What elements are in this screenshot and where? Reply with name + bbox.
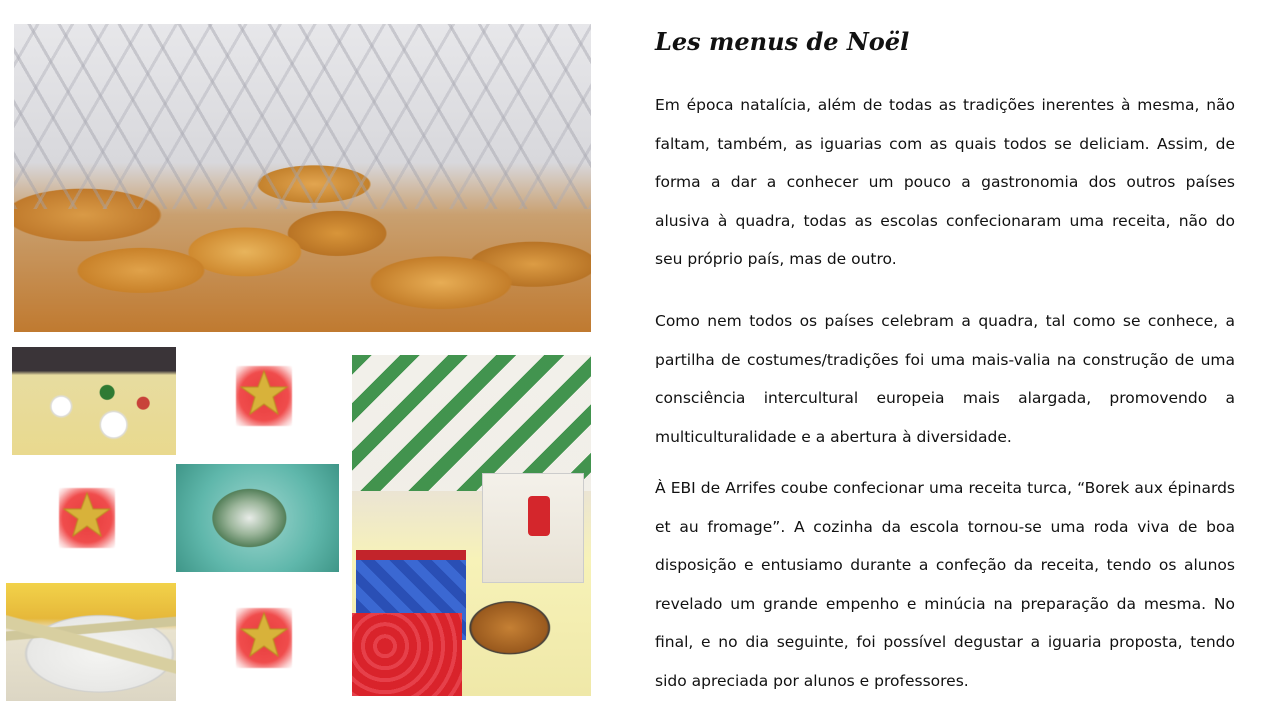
photo-spinach-cheese-filling-bowl (176, 464, 339, 572)
paragraph-intro: Em época natalícia, além de todas as tradições inerentes à mesma, não faltam, também, as iguarias com as quais todos se deliciam. Assim, de forma a dar a conhecer um pouco a gastronomia dos outros países alusiva à quadra, todas as escolas confecionaram uma receita, não do seu próprio país, mas de outro. (655, 96, 1235, 268)
gift-bag (482, 473, 584, 583)
red-napkin (352, 613, 462, 696)
star-icon (236, 608, 292, 668)
paragraph-intercultural: Como nem todos os países celebram a quadra, tal como se conhece, a partilha de costumes/tradições foi uma mais-valia na construção de uma consciência intercultural europeia mais alargada, promovendo a multiculturalidade e a abertura à diversidade. (655, 312, 1235, 446)
paragraph-ebi-arrifes: À EBI de Arrifes coube confecionar uma receita turca, “Borek aux épinards et au fromage”. A cozinha da escola tornou-se uma roda viva de boa disposição e entusiamo durante a confeção da receita, tendo os alunos revelado um grande empenho e minúcia na preparação da mesma. No final, e no dia seguinte, foi possível degustar a iguaria proposta, tendo sido apreciada por alunos e professores. (655, 479, 1235, 690)
photo-rolled-borek-plate (6, 583, 176, 701)
christmas-garland (352, 355, 591, 491)
photo-christmas-table-decoration (352, 355, 591, 696)
photo-kitchen-table-preparation (12, 347, 176, 455)
star-icon (236, 366, 292, 426)
photo-fried-borek (14, 24, 591, 332)
star-icon (59, 488, 115, 548)
tinsel-tree-decoration (14, 24, 591, 209)
page-title: Les menus de Noël (655, 27, 910, 56)
